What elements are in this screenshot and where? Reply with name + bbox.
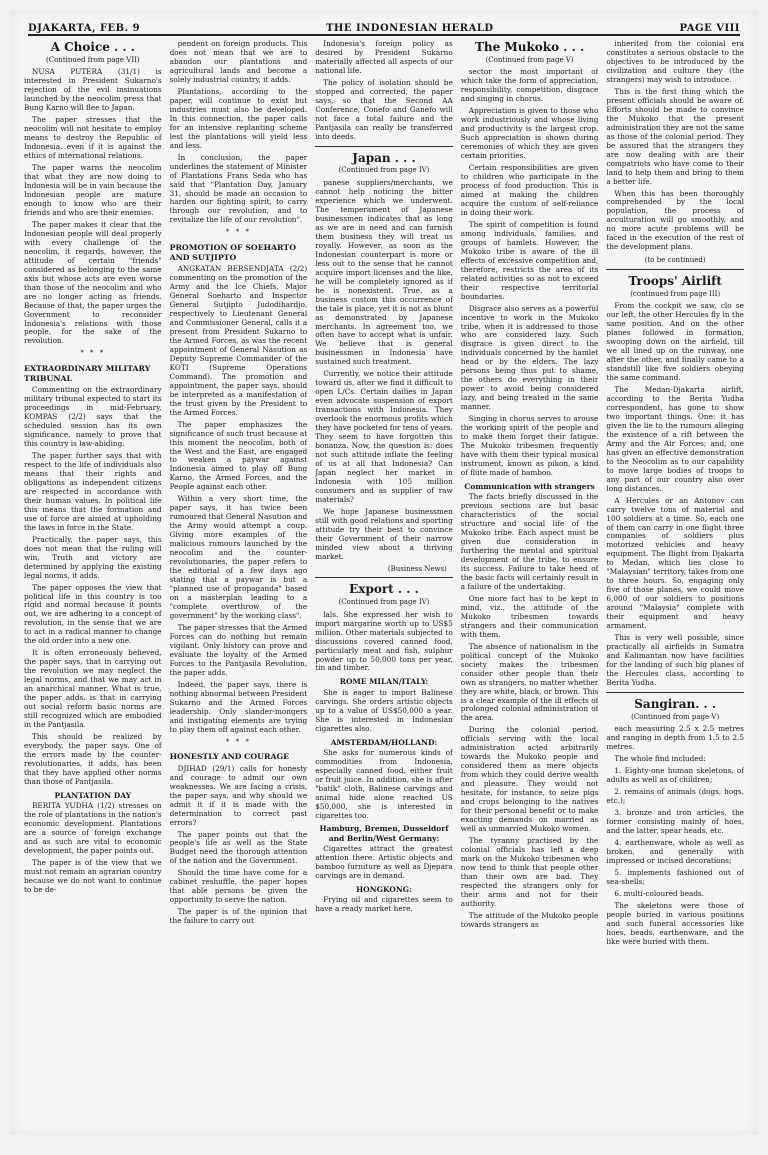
continued-note: (continued from page III) (630, 289, 721, 298)
continued-note: (Continued from page VII) (46, 55, 140, 64)
paragraph: This is the first thing which the present officials should be aware of. Efforts should be made to convince the Mukoko that the present administration they are not the same as those of the colonial period. They be assured that the strangers they are now dealing with are their compatriots who have come to their land to help them and bring to them a better life. (606, 86, 744, 186)
continued-note: (Continued from page IV) (338, 166, 430, 175)
paragraph: The paper further says that with respect to the life of individuals also means that their rights and obligations as independent citizens are respected in accordance with their human values. In political life this means that the formation and use of force are aimed at upholding the laws in force in the State. (24, 450, 162, 532)
newspaper-page (10, 10, 758, 1135)
paragraph: She is eager to import Balinese carvings. She orders artistic objects up to a value of US$50,000 a year. She is interested in Indonesian cigarettes also. (315, 687, 453, 733)
paragraph: The Medan-Djakarta airlift, according to the Berita Yudha correspondent, has gone to show two important things. One: it has given the lie to the rumours alleging the existence of a rift between the Army and the Air Forces; and, one has given an effective demonstration to the Neocolim as to our capability to move large bodies of troops to any part of our country also over long distances. (606, 384, 744, 493)
continued-note: (to be continued) (644, 256, 706, 265)
column-2 (170, 40, 308, 1121)
paragraph: sector the most important of which take the form of appreciation, responsibility, competition, disgrace and singing in chorus. (460, 67, 599, 104)
list-item: 4. earthenware, whole as well as broken, and generally with impressed or incised decorations; (606, 837, 744, 865)
subheading: Communication with strangers (464, 481, 595, 491)
article-title-mukoko: The Mukoko . . . (474, 40, 585, 54)
paragraph: A Hercules or an Antonov can carry twelve tons of material and 100 soldiers at a time. So, each one of them can carry in one flight three companies of soldiers plus motorized vehicles and heavy equipment. The flight from Djakarta to Medan, which lies close to "Malaysian" territory, takes from one to three hours. So, engaging only five of those planes, we could move 6,000 of our soldiers to positions around "Malaysia" complete with their equipment and heavy armament. (606, 495, 744, 631)
list-item: 2. remains of animals (dogs, hogs, etc.); (606, 787, 744, 806)
paragraph: The policy of isolation should be stopped and corrected, the paper says, so that the Second AA Conference, Conefo and Ganefo will not face a total failure and the Pantjasila can really be transferred into deeds. (315, 77, 453, 141)
paragraph: Commenting on the extraordinary military tribunal expected to start its proceedings in mid-February, KOMPAS (2/2) says that the scheduled session has its own significance, namely to prove that this country is law-abiding. (24, 385, 162, 448)
paragraph: The paper emphasizes the significance of such trust because at this moment the neocolim, both of the West and the East, are engaged to weaken a paywar against Indonesia aimed to play off Bung Karno, the Armed Forces, and the People against each other. (169, 419, 308, 492)
list-item: 1. Eighty-one human skeletons, of adults as well as of children; (606, 766, 744, 785)
paragraph: The spirit of competition is found among individuals, families, and groups of hamlets. However, the Mukoko tribe is aware of the ill effects of excessive competition and, therefore, restricts the area of its related activities so as not to exceed their respective territorial boundaries. (460, 219, 599, 301)
paragraph: BERITA YUDHA (1/2) stresses on the role of plantations in the nation's economic development. Plantations are a source of foreign exchange and as such are vital to economic development, the paper points out. (24, 801, 162, 855)
divider (315, 146, 453, 147)
paragraph: The paper warns the neocolim that what they are now doing to Indonesia will be in vain because the Indonesian people are mature enough to know who are their friends and who are their enemies. (24, 163, 162, 217)
paragraph: The paper is of the opinion that the failure to carry out (169, 907, 308, 926)
paragraph: The paper opposes the view that political life in this country is too rigid and normal because it points out, we are adhering to a concept of revolution, in the sense that we are to act in a radical manner to change the old order into a new one. (24, 582, 162, 646)
column-5 (606, 40, 744, 1121)
subheading: AMSTERDAM/HOLLAND: (330, 737, 438, 747)
article-title-choice: A Choice . . . (50, 40, 135, 54)
paragraph: Appreciation is given to those who work industriously and whose living and productivity is the largest crop. Such appreciation is shown during ceremonies of which they are given certain priorities. (460, 106, 599, 161)
paragraph: Indeed, the paper says, there is nothing abnormal between President Sukarno and the Armed Forces leadership. Only slander-mongers and instigating elements are trying to play them off against each other. (169, 679, 308, 734)
paragraph: Should the time have come for a cabinet reshuffle, the paper hopes that able persons be given the opportunity to serve the nation. (169, 868, 308, 905)
paragraph: One more fact has to be kept in mind, viz., the attitude of the Mukoko tribesmen towards strangers and their communication with them. (460, 593, 599, 639)
paragraph: The paper stresses that the Armed Forces can do nothing but remain vigilant. Only history can prove and evaluate the loyalty of the Armed Forces to the Pantjasila Revolution, the paper adds. (169, 622, 308, 677)
subheading: ROME MILAN/ITALY: (339, 677, 429, 687)
list-item: 6. multi-coloured beads. (614, 888, 705, 898)
paragraph: The paper is of the view that we must not remain an agrarian country because we do not want to continue to be de- (24, 857, 162, 894)
paragraph: Currently, we notice their attitude toward us, after we find it difficult to open L/Cs. Certain dailies in Japan even advocate suspension of export transactions with Indonesia. They overlook the enormous profits which they have pocketed for tens of years. They seem to have forgotten this bonanza. Now, the question is: does not such attitude inflate the feeling of us at all that Indonesia? Can Japan neglect her market in Indonesia with 105 million consumers and as supplier of raw materials? (315, 369, 453, 504)
paragraph: This should be realized by everybody, the paper says. One of the errors made by the counter-revolutionaries, it adds, has been that they have applied other norms than those of Pantjasila. (24, 732, 162, 786)
column-1 (24, 40, 162, 1121)
section-separator: * * * (80, 349, 106, 358)
section-heading: HONESTLY AND COURAGE (169, 752, 290, 762)
paragraph: During the colonial period, officials serving with the local administration acted arbitrarily towards the Mukoko people and considered them as mere objects from which they could derive wealth and pleasure. They would not hesitate, for instance, to seize pigs and crops belonging to the natives for their personal benefit or to make exacting demands on married as well as unmarried Mukoko women. (460, 725, 599, 834)
paragraph: The skeletons were those of people buried in various positions and such funeral accessories like hoes, beads, earthenware, and the like were buried with them. (606, 900, 744, 946)
paragraph: DJIHAD (29/1) calls for honesty and courage to admit our own weaknesses. We are facing a crisis, the paper says, and why should we admit it if it is made with the determination to correct past errors? (169, 763, 308, 827)
divider (606, 692, 744, 693)
section-separator: * * * (225, 737, 251, 746)
paragraph: Disgrace also serves as a powerful incentive to work in the Mukoko tribe, when it is addressed to those who are considered lazy. Such disgrace is given direct to the individuals concerned by the hamlet head or by the elders. The lazy persons being thus put to shame, the others do everything in their power to avoid being considered lazy, and being treated in the same manner. (460, 303, 599, 412)
paragraph: NUSA PUTERA (31/1) is interested in President Sukarno's rejection of the evil insinuations launched by the neocolim press that Bung Karno will flee to Japan. (24, 67, 162, 113)
paragraph: lals. She expressed her wish to import margarine worth up to US$5 million. Other materials subjected to discussions covered canned food, particularly meat and fish, sulphur powder up to 50,000 tons per year, tin and timber. (315, 609, 453, 673)
paragraph: The absence of nationalism in the political concept of the Mukoko society makes the tribesmen consider other people than their own as strangers, no matter whether they are white, black, or brown. This is a clear example of the ill effects of prolonged colonial administration of the area. (460, 641, 599, 723)
paragraph: ANGKATAN BERSENDJATA (2/2) commenting on the promotion of the Army and the Ice Chiefs, Major General Soeharto and Inspector General Sutjipto Judodihardjo, respectively to Lieutenant General and Commissioner General, calls it a present from President Sukarno to the Armed Forces, as was the recent appointment of General Nasution as Deputy Supreme Commander of the KOTI (Supreme Operations Command). The promotion and appointment, the paper says, should be interpreted as a manifestation of the trust given by the President to the Armed Forces. (169, 264, 308, 417)
paragraph: Frying oil and cigarettes seem to have a ready market here. (315, 895, 453, 913)
paragraph: The facts briefly discussed in the previous sections are but basic characteristics of the social structure and social life of the Mukoko tribe. Each aspect must be given due consideration in furthering the mental and spiritual development of the tribe, to ensure its success. Failure to take heed of the basic facts will certainly result in a failure of the undertaking. (460, 492, 599, 591)
paragraph: Plantations, according to the paper, will continue to exist but industries must also be developed. In this connection, the paper calls for an intensive replanting scheme lest the plantations will yield less and less. (169, 86, 308, 150)
paragraph: This is very well possible, since practically all airfields in Sumatra and Kalimantan now have facilities for the landing of such big planes of the Hercules class, according to Berita Yudha. (606, 633, 744, 687)
article-columns (24, 40, 744, 1121)
paragraph: She asks for numerous kinds of commodities from Indonesia, especially canned food, either fruit or fruit juice. In addition, she is after "batik" cloth, Balinese carvings and animal hide alone reached US $50,000, she is interested in cigarettes too. (315, 747, 453, 820)
section-heading: EXTRAORDINARY MILITARY TRIBUNAL (24, 364, 151, 383)
list-item: 3. bronze and iron articles, the former consisting mainly of hoes, and the latter, spear heads, etc. (606, 808, 744, 835)
paragraph: Cigarettes attract the greatest attention there. Artistic objects and bamboo furniture as well as Djepara carvings are in demand. (315, 843, 453, 880)
divider (315, 577, 453, 578)
header-date: DJAKARTA, FEB. 9 (28, 23, 141, 34)
column-3 (315, 40, 453, 1121)
paragraph: Certain responsibilities are given to children who participate in the process of food production. This is aimed at making the children acquire the custom of self-reliance in doing their work. (460, 163, 599, 217)
paragraph: each measuring 2.5 x 2.5 metres and ranging in depth from 1.5 to 2.5 metres. (606, 724, 744, 752)
paragraph: We hope Japanese businessmen still with good relations and sporting attitude try their best to convince their Government of their narrow minded view about a thriving market. (315, 506, 453, 561)
subheading: HONGKONG: (356, 884, 412, 894)
paragraph: pendent on foreign products. This does not mean that we are to abandon our plantations and agricultural lands and become a solely industrial country, it adds. (169, 40, 308, 84)
source-credit: (Business News) (387, 564, 447, 573)
continued-note: (Continued from page V) (631, 712, 720, 721)
paragraph: The tyranny practised by the colonial officials has left a deep mark on the Mukoko tribesmen who now tend to think that people other than their own are bad. They respected the strangers only for their arms and not for their authority. (460, 836, 599, 908)
paragraph: The paper points out that the people's life as well as the State Budget need the thorough attention of the nation and the Government. (169, 829, 308, 866)
divider (606, 269, 744, 270)
continued-note: (Continued from page IV) (338, 598, 430, 607)
header-masthead: THE INDONESIAN HERALD (325, 23, 494, 34)
paragraph: From the cockpit we saw, clo se our left, the other Hercules fly in the same position. And on the other planes followed in formation, swooping down on the airfield, till we all lined up on the runway, one after the other, and finally came to a standstill like five soldiers obeying the same command. (606, 301, 744, 382)
article-title-japan: Japan . . . (352, 150, 416, 165)
paragraph: The whole find included: (614, 754, 706, 764)
paragraph: When this has been thoroughly comprehended by the local population, the process of acculturation will go smoothly, and no more acute problems will be faced in the execution of the rest of the development plans. (606, 188, 744, 252)
paragraph: Practically, the paper says, this does not mean that the ruling will win, Truth and victory are determined by applying the existing legal norms, it adds. (24, 534, 162, 580)
paragraph: Within a very short time, the paper says, it has twice been rumoured that General Nasution and the Army would attempt a coup. Giving more examples of the malicious rumours launched by the neocolim and the counter-revolutionaries, the paper refers to the editorial of a few days ago stating that a paywar is but a "planned use of propaganda" based on a masterplan leading to a "complete overthrow of the government" by the working class". (169, 494, 308, 620)
paragraph: In conclusion, the paper underlines the statement of Minister of Plantations Frans Seda who has said that "Plantation Day, January 31, should be made an occasion to harden our fighting spirit, to carry through our revolution, and to revitalize the life of our revolution". (169, 152, 308, 225)
section-heading: PROMOTION OF SOEHARTO AND SUTJIPTO (169, 242, 296, 262)
article-title-sangiran: Sangiran. . . (634, 696, 717, 711)
subheading: Hamburg, Bremen, Dusseldorf and Berlin/West Germany: (319, 824, 449, 843)
article-title-troops-airlift: Troops' Airlift (628, 273, 722, 288)
paragraph: The paper stresses that the neocolim will not hesitate to employ means to destroy the Republic of Indonesia, even if it is against the ethics of international relations. (24, 115, 162, 161)
paragraph: inherited from the colonial era constitutes a serious obstacle to the objectives to be introduced by the civilization and culture they (the strangers) may wish to introduce. (606, 40, 744, 84)
paragraph: The attitude of the Mukoko people towards strangers as (460, 910, 599, 929)
column-4 (461, 40, 599, 1121)
paragraph: The paper makes it clear that the Indonesian people will deal properly with every challenge of the neocolim, it regards, however, the attitude of certain "friends" considered as belonging to the same axis but whose acts are even worse than those of the neocolim and who are no longer acting as friends. Because of that, the paper urges the Government to reconsider Indonesia's relations with those people, for the sake of the revolution. (24, 219, 162, 346)
list-item: 5. implements fashioned out of sea-shells; (606, 867, 744, 886)
article-title-export: Export . . . (349, 582, 419, 597)
section-separator: * * * (225, 228, 251, 237)
page-header (28, 16, 740, 36)
paragraph: It is often erroneously believed, the paper says, that in carrying out the revolution we may neglect the legal norms, and that we may act in an anarchical manner. What is true, the paper adds, is that in carrying out social reform basic norms are still recognized which are embodied in the Pantjasila. (24, 648, 162, 730)
continued-note: (Continued from page V) (485, 55, 574, 64)
section-heading: PLANTATION DAY (54, 790, 132, 800)
paragraph: Indonesia's foreign policy as desired by President Sukarno materially affected all aspects of our national life. (315, 40, 453, 75)
header-page-number: PAGE VIII (679, 23, 740, 34)
paragraph: Singing in chorus serves to arouse the working spirit of the people and to make them forget their fatigue. The Mukoko tribesmen frequently have with them their typical musical instrument, known as pikon, a kind of flute made of bamboo. (460, 414, 599, 478)
paragraph: panese suppliers/merchants, we cannot help noticing the bitter experience which we underwent. The temperament of Japanese businessmen indicates that as long as we are in need and can furnish them business they will treat us royally. However, as soon as the Indonesian counterpart is more or less out to the sense that he cannot acquire import licenses and the like, he will be completely ignored as if he is nonexistent. True, as a business custom this occurrence of the tale is place, yet it is not as blunt as demonstrated by Japanese merchants. In agreement too, we often have to accept what is unfair. We believe that is general businessmen in Indonesia have sustained such treatment. (315, 178, 453, 367)
